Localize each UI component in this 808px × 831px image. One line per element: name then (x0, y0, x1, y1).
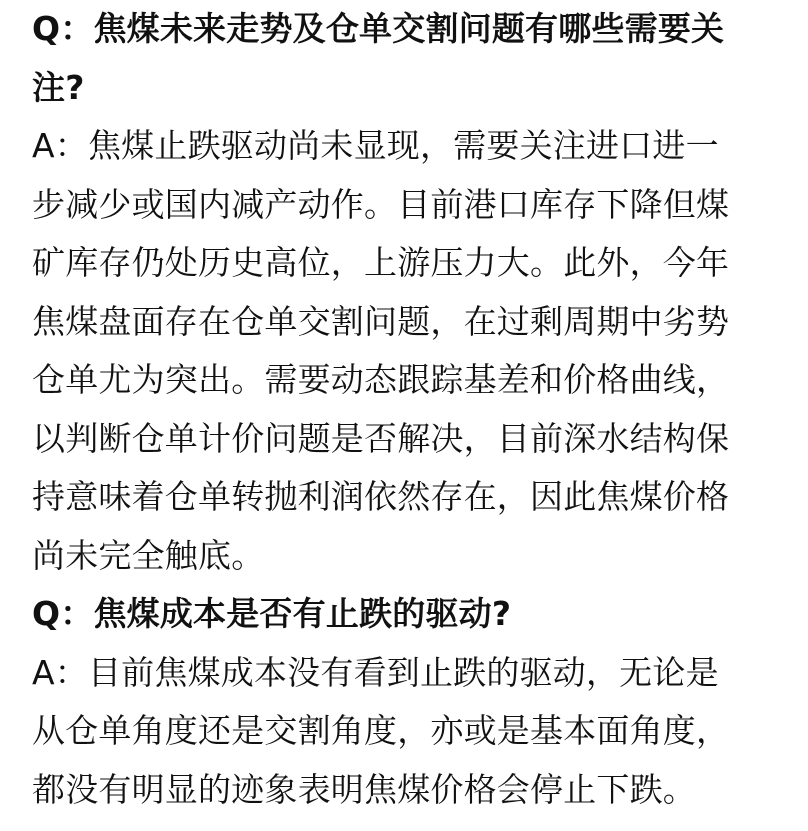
qa-document (32, 0, 776, 819)
answer-1-line-2: 步减少或国内减产动作。目前港口库存下降但煤 (32, 184, 730, 224)
answer-1-line-1: A：焦煤止跌驱动尚未显现，需要关注进口进一 (32, 126, 719, 165)
question-1-line-1: Q：焦煤未来走势及仓单交割问题有哪些需要关 (32, 9, 725, 48)
question-2-line-1: Q：焦煤成本是否有止跌的驱动? (32, 594, 512, 633)
question-1-line-2: 注? (32, 67, 85, 107)
answer-2-line-3: 都没有明显的迹象表明焦煤价格会停止下跌。 (32, 769, 696, 809)
answer-1-line-7: 持意味着仓单转抛利润依然存在，因此焦煤价格 (32, 477, 730, 516)
answer-1-line-5: 仓单尤为突出。需要动态跟踪基差和价格曲线， (32, 360, 730, 399)
answer-1-line-8: 尚未完全触底。 (32, 535, 265, 575)
answer-2-line-2: 从仓单角度还是交割角度，亦或是基本面角度， (32, 711, 730, 750)
answer-1-line-4: 焦煤盘面存在仓单交割问题，在过剩周期中劣势 (32, 301, 730, 341)
answer-2-line-1: A：目前焦煤成本没有看到止跌的驱动，无论是 (32, 652, 719, 692)
answer-1-line-3: 矿库存仍处历史高位，上游压力大。此外，今年 (32, 243, 730, 282)
answer-1-line-6: 以判断仓单计价问题是否解决，目前深水结构保 (32, 418, 730, 458)
